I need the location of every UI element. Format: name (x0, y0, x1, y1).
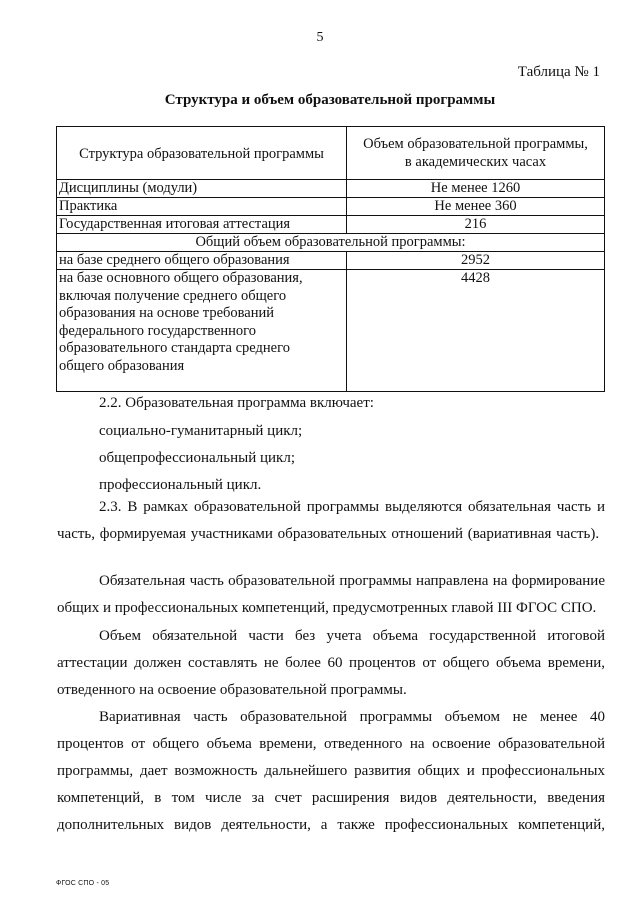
page-number: 5 (316, 30, 324, 45)
table-row (57, 198, 605, 216)
paragraph-mandatory-volume: Объем обязательной части без учета объема государственной итоговой аттестации должен составлять не более 60 процентов от общего объема времени, отведенного на освоение образовательной программы. (57, 628, 605, 698)
table-label: Таблица № 1 (517, 64, 600, 80)
row-value-attestation: 216 (347, 216, 605, 234)
paragraph-2-2: 2.2. Образовательная программа включает: (99, 395, 374, 411)
paragraph-variable-part: Вариативная часть образовательной программы объемом не менее 40 процентов от общего объема времени, отведенного на освоение образовательной программы, дает возможность дальнейшего развития общих и профессиональных компетенций, в том числе за счет расширения видов деятельности, введения дополнительных видов деятельности, а также профессиональных компетенций, (57, 709, 605, 833)
footer-code: ФГОС СПО - 05 (56, 880, 110, 887)
table-header-row (57, 127, 605, 180)
row-label-disciplines: Дисциплины (модули) (57, 180, 347, 198)
table-total-header-row (57, 234, 605, 252)
basic-basis-line: образования на основе требований (59, 305, 275, 321)
row-value-disciplines: Не менее 1260 (347, 180, 605, 198)
row-label-basic-basis (57, 270, 347, 392)
header-structure-cell: Структура образовательной программы (57, 127, 347, 180)
total-volume-label: Общий объем образовательной программы: (57, 234, 605, 252)
row-value-practice: Не менее 360 (347, 198, 605, 216)
paragraph-mandatory-part: Обязательная часть образовательной программы направлена на формирование общих и профессиональных компетенций, предусмотренных главой III ФГОС СПО. (57, 573, 605, 616)
table-row (57, 216, 605, 234)
basic-basis-line: на базе основного общего образования, (59, 270, 303, 286)
basic-basis-line: образовательного стандарта среднего (59, 340, 290, 356)
basic-basis-line: включая получение среднего общего (59, 287, 287, 304)
table-row (57, 252, 605, 270)
row-label-secondary-basis: на базе среднего общего образования (57, 252, 347, 270)
paragraph-cycle-prof: профессиональный цикл. (99, 477, 262, 493)
table-row (57, 180, 605, 198)
document-title: Структура и объем образовательной программы (164, 92, 496, 108)
header-volume-line2: в академических часах (404, 154, 547, 170)
program-structure-table (56, 126, 605, 392)
header-volume-cell (347, 127, 605, 180)
paragraph-cycle-social: социально-гуманитарный цикл; (99, 423, 303, 439)
row-label-attestation: Государственная итоговая аттестация (57, 216, 347, 234)
basic-basis-line: общего образования (59, 357, 185, 374)
paragraph-cycle-general-prof: общепрофессиональный цикл; (99, 450, 295, 466)
row-value-secondary-basis: 2952 (347, 252, 605, 270)
row-label-practice: Практика (57, 198, 347, 216)
paragraph-2-3: 2.3. В рамках образовательной программы выделяются обязательная часть и часть, формируемая участниками образовательных отношений (вариативная часть). (57, 499, 605, 542)
table-row (57, 270, 605, 392)
basic-basis-line: федерального государственного (59, 322, 257, 339)
row-value-basic-basis: 4428 (347, 270, 605, 392)
header-volume-line1: Объем образовательной программы, (363, 136, 588, 152)
